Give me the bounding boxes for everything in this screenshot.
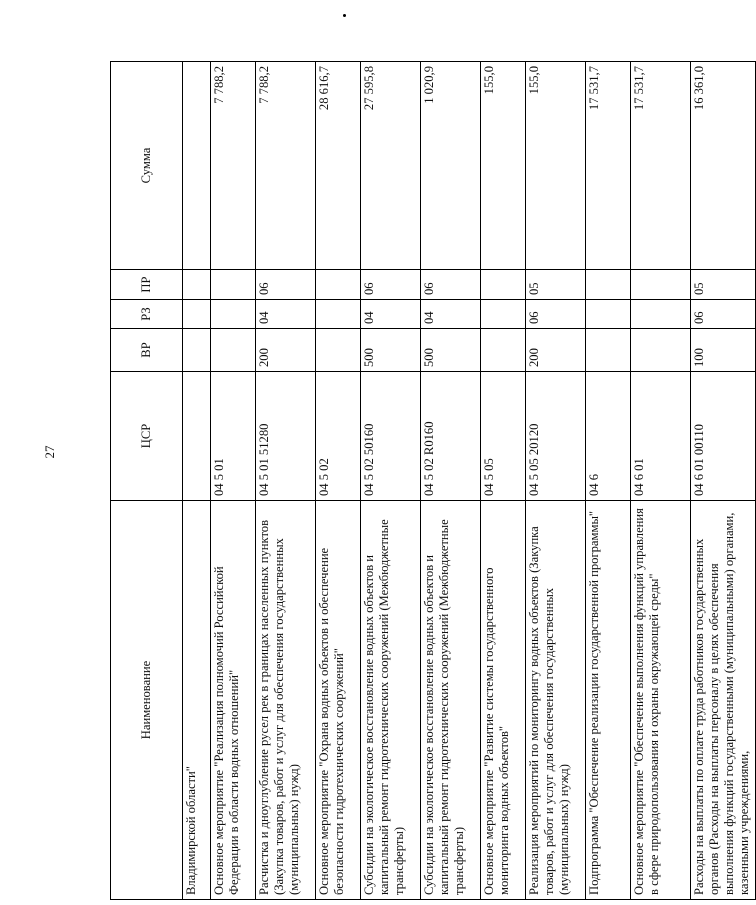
cell-rz <box>586 300 631 329</box>
cell-name: Реализация мероприятий по мониторингу водных объектов (Закупка товаров, работ и услуг для обеспечения государственных (муниципальных) нужд) <box>526 501 586 900</box>
cell-sum: 155,0 <box>526 62 586 270</box>
cell-sum: 7 788,2 <box>256 62 316 270</box>
cell-sum: 16 361,0 <box>691 62 756 270</box>
cell-name: Основное мероприятие "Развитие системы государственного мониторинга водных объектов" <box>481 501 526 900</box>
table-row <box>421 62 481 900</box>
cell-name: Владимирской области" <box>183 501 211 900</box>
table-row <box>316 62 361 900</box>
header-pr: ПР <box>111 270 183 300</box>
cell-csr: 04 5 05 <box>481 372 526 501</box>
cell-pr: 06 <box>256 270 316 300</box>
cell-csr: 04 6 01 00110 <box>691 372 756 501</box>
cell-rz <box>211 300 256 329</box>
cell-vr <box>481 329 526 372</box>
header-rz: РЗ <box>111 300 183 329</box>
cell-pr <box>183 270 211 300</box>
cell-sum: 17 531,7 <box>586 62 631 270</box>
cell-pr: 06 <box>361 270 421 300</box>
cell-rz <box>481 300 526 329</box>
cell-csr: 04 5 01 <box>211 372 256 501</box>
header-sum: Сумма <box>111 62 183 270</box>
cell-rz <box>631 300 691 329</box>
cell-pr: 05 <box>691 270 756 300</box>
cell-vr <box>586 329 631 372</box>
cell-name: Субсидии на экологическое восстановление водных объектов и капитальный ремонт гидротехнических сооружений (Межбюджетные трансферты) <box>421 501 481 900</box>
table-row <box>183 62 211 900</box>
cell-pr: 06 <box>421 270 481 300</box>
table-row <box>526 62 586 900</box>
cell-name: Основное мероприятие "Обеспечение выполнения функций управления в сфере природопользования и охраны окружающей среды" <box>631 501 691 900</box>
cell-csr: 04 5 01 51280 <box>256 372 316 501</box>
cell-pr <box>586 270 631 300</box>
cell-pr <box>481 270 526 300</box>
cell-rz: 04 <box>256 300 316 329</box>
cell-sum: 28 616,7 <box>316 62 361 270</box>
cell-pr <box>211 270 256 300</box>
cell-csr: 04 5 02 50160 <box>361 372 421 501</box>
cell-vr <box>316 329 361 372</box>
table-row <box>481 62 526 900</box>
header-csr: ЦСР <box>111 372 183 501</box>
cell-name: Расходы на выплаты по оплате труда работников государственных органов (Расходы на выплаты персоналу в целях обеспечения выполнения функций государственными (муниципальными) органами, казенными учреждениями, <box>691 501 756 900</box>
header-row <box>111 62 183 900</box>
cell-vr <box>183 329 211 372</box>
budget-table <box>110 61 756 900</box>
table-row <box>586 62 631 900</box>
cell-name: Основное мероприятие "Охрана водных объектов и обеспечение безопасности гидротехнических сооружений" <box>316 501 361 900</box>
cell-csr: 04 6 01 <box>631 372 691 501</box>
header-name: Наименование <box>111 501 183 900</box>
table-row <box>631 62 691 900</box>
cell-sum: 17 531,7 <box>631 62 691 270</box>
cell-rz: 04 <box>421 300 481 329</box>
cell-sum: 155,0 <box>481 62 526 270</box>
cell-pr <box>631 270 691 300</box>
cell-name: Расчистка и дноуглубление русел рек в границах населенных пунктов (Закупка товаров, работ и услуг для обеспечения государственных (муниципальных) нужд) <box>256 501 316 900</box>
cell-name: Основное мероприятие "Реализация полномочий Российской Федерации в области водных отношений" <box>211 501 256 900</box>
cell-rz <box>183 300 211 329</box>
cell-pr: 05 <box>526 270 586 300</box>
table-row <box>256 62 316 900</box>
cell-pr <box>316 270 361 300</box>
cell-sum: 27 595,8 <box>361 62 421 270</box>
cell-vr: 500 <box>421 329 481 372</box>
cell-sum: 7 788,2 <box>211 62 256 270</box>
cell-csr: 04 5 05 20120 <box>526 372 586 501</box>
cell-sum: 1 020,9 <box>421 62 481 270</box>
cell-rz: 06 <box>526 300 586 329</box>
cell-vr: 200 <box>526 329 586 372</box>
cell-csr <box>183 372 211 501</box>
cell-csr: 04 6 <box>586 372 631 501</box>
cell-name: Подпрограмма "Обеспечение реализации государственной программы" <box>586 501 631 900</box>
cell-rz: 06 <box>691 300 756 329</box>
table-row <box>211 62 256 900</box>
speck <box>343 14 346 17</box>
cell-rz <box>316 300 361 329</box>
table-row <box>691 62 756 900</box>
table-row <box>361 62 421 900</box>
cell-vr <box>631 329 691 372</box>
cell-csr: 04 5 02 <box>316 372 361 501</box>
cell-vr <box>211 329 256 372</box>
cell-vr: 200 <box>256 329 316 372</box>
page-number: 27 <box>42 445 57 459</box>
cell-vr: 100 <box>691 329 756 372</box>
rotated-table-container <box>110 62 751 900</box>
cell-rz: 04 <box>361 300 421 329</box>
cell-vr: 500 <box>361 329 421 372</box>
cell-name: Субсидии на экологическое восстановление водных объектов и капитальный ремонт гидротехнических сооружений (Межбюджетные трансферты) <box>361 501 421 900</box>
cell-csr: 04 5 02 R0160 <box>421 372 481 501</box>
header-vr: ВР <box>111 329 183 372</box>
cell-sum <box>183 62 211 270</box>
